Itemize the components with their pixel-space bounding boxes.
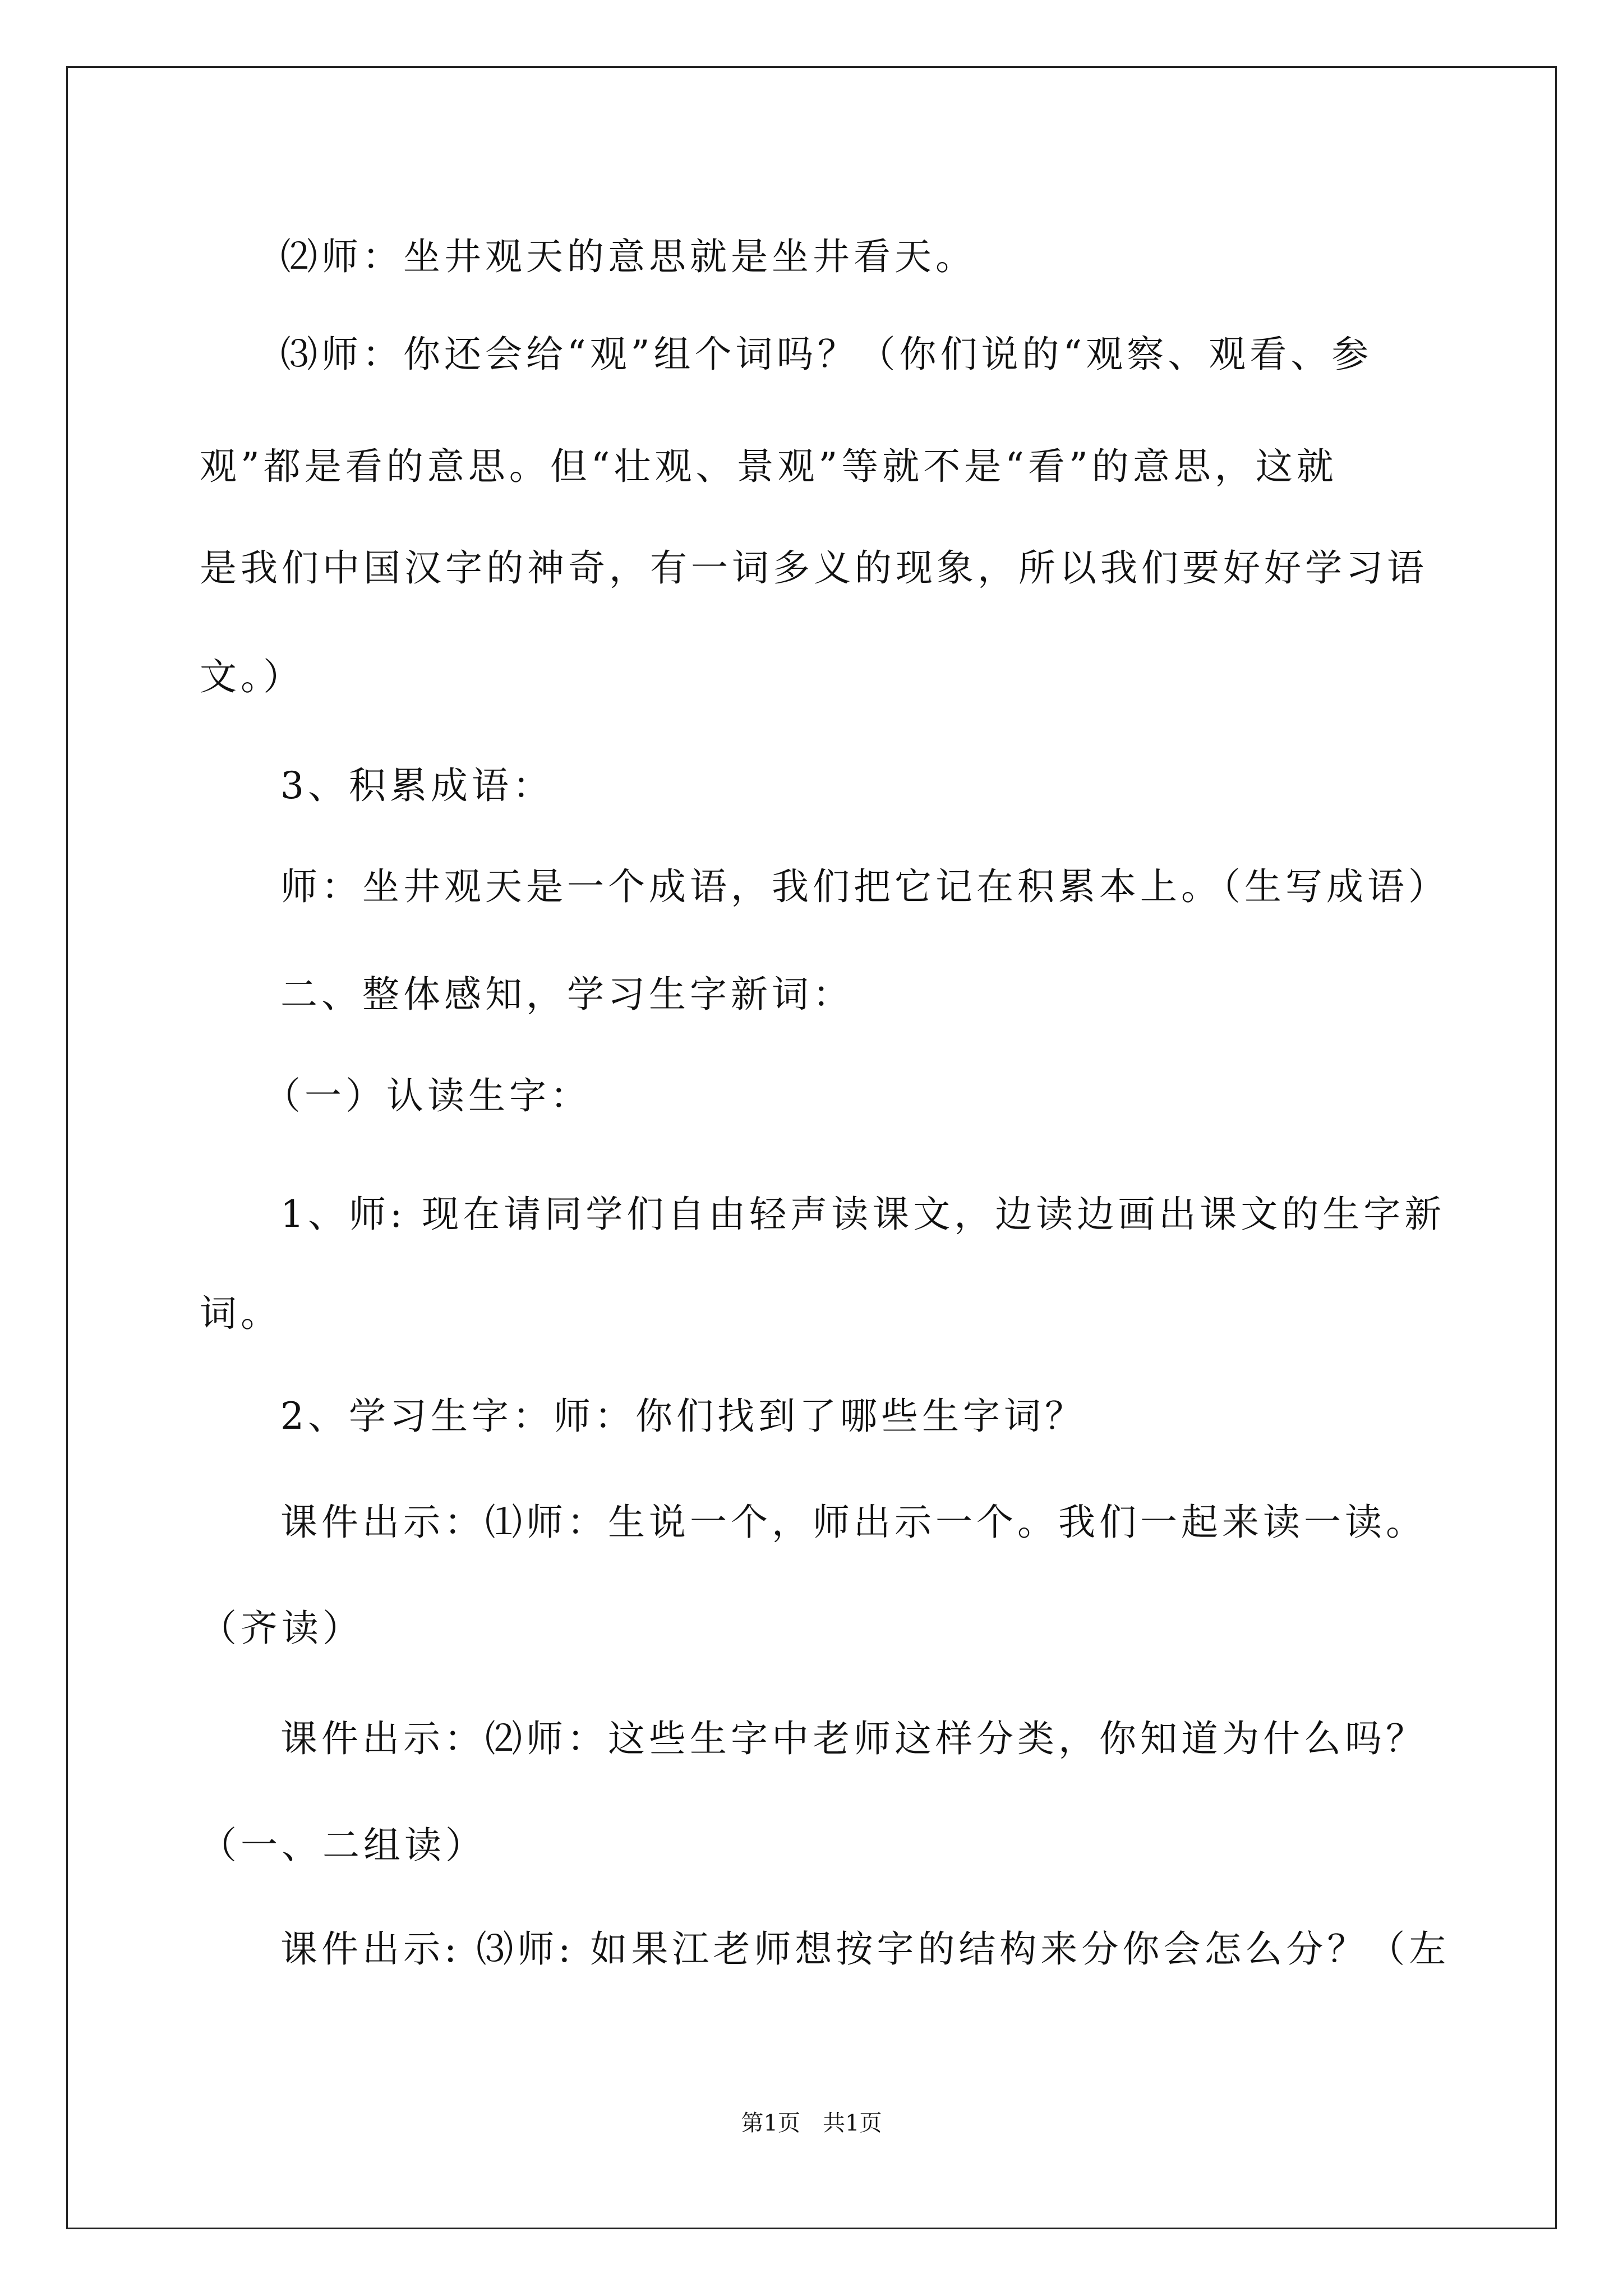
page-footer bbox=[0, 2109, 1623, 2137]
paragraph-line: 师：坐井观天是一个成语，我们把它记在积累本上。（生写成语） bbox=[280, 865, 1449, 908]
paragraph-line: 文。） bbox=[200, 655, 304, 698]
paragraph-line: （齐读） bbox=[200, 1607, 363, 1650]
paragraph-line: 词。 bbox=[200, 1292, 282, 1335]
paragraph-line: ⑶师：你还会给“观”组个词吗？（你们说的“观察、观看、参 bbox=[280, 333, 1373, 376]
paragraph-line: 课件出示：⑴师：生说一个，师出示一个。我们一起来读一读。 bbox=[280, 1501, 1427, 1544]
paragraph-line: 是我们中国汉字的神奇，有一词多义的现象，所以我们要好好学习语 bbox=[200, 546, 1428, 590]
paragraph-line: 观”都是看的意思。但“壮观、景观”等就不是“看”的意思，这就 bbox=[200, 445, 1338, 488]
paragraph-line: 课件出示: ⑶师: 如果江老师想按字的结构来分你会怎么分？（左 bbox=[280, 1927, 1450, 1971]
page-number: 第1页 bbox=[741, 2110, 800, 2136]
section-heading: 3、积累成语： bbox=[280, 764, 554, 807]
section-heading: 二、整体感知，学习生字新词： bbox=[280, 973, 854, 1016]
paragraph-line: 课件出示：⑵师：这些生字中老师这样分类，你知道为什么吗？ bbox=[280, 1717, 1427, 1760]
paragraph-line: （一、二组读） bbox=[200, 1824, 486, 1867]
page-total: 共1页 bbox=[823, 2110, 882, 2136]
paragraph-line: 2、学习生字：师：你们找到了哪些生字词？ bbox=[280, 1395, 1086, 1438]
paragraph-line: 1、师: 现在请同学们自由轻声读课文，边读边画出课文的生字新 bbox=[280, 1193, 1446, 1236]
section-heading: （一）认读生字： bbox=[264, 1074, 591, 1117]
paragraph-line: ⑵师：坐井观天的意思就是坐井看天。 bbox=[280, 235, 976, 278]
